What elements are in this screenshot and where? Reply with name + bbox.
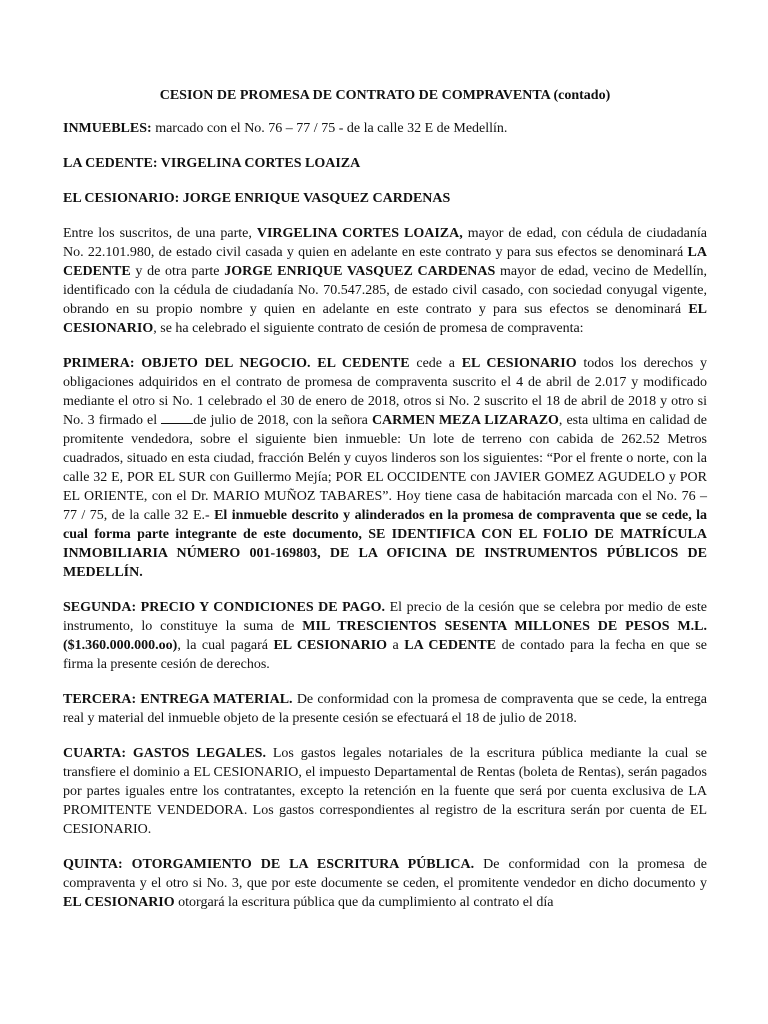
clause-text: de contado para la fecha en que se firma la presente cesión de derechos. [63, 638, 708, 672]
clause-heading: QUINTA: OTORGAMIENTO DE LA ESCRITURA PÚBLICA. [63, 857, 475, 872]
intro-text: Entre los suscritos, de una parte, [63, 226, 257, 241]
clause-bold-text: MIL TRESCIENTOS SESENTA MILLONES DE PESOS M.L. ($1.360.000.000.oo) [63, 619, 707, 653]
document-title: CESION DE PROMESA DE CONTRATO DE COMPRAVENTA (contado) [159, 88, 611, 103]
document-body [63, 86, 707, 928]
clause-bold-text: EL CESIONARIO [63, 895, 175, 910]
inmuebles-line [63, 119, 707, 138]
clause-text: , esta ultima en calidad de promitente vendedora, sobre el siguiente bien inmueble: Un lote de terreno con cabida de 262.52 Metros cuadrados, situado en esta ciudad, fracción Belén y cuyos linderos son los siguientes: “Por el frente o norte, con la calle 32 E, POR EL SUR con Guillermo Mejía; POR EL OCCIDENTE con JAVIER GOMEZ AGUDELO y POR EL ORIENTE, con el Dr. MARIO MUÑOZ TABARES”. Hoy tiene casa de habitación marcada con el No. 76 – 77 / 75, de la calle 32 E.- [63, 413, 708, 523]
intro-paragraph [63, 224, 707, 338]
intro-text: mayor de edad, vecino de Medellín, identificado con la cédula de ciudadanía No. 70.547.285, de estado civil casado, con sociedad conyugal vigente, obrando en su propio nombre y quien en adelante en este contrato y para sus efectos se denominará [63, 264, 708, 317]
clause-text: , la cual pagará [177, 638, 274, 653]
clause-heading: TERCERA: ENTREGA MATERIAL. [63, 692, 293, 707]
clause-heading: CUARTA: GASTOS LEGALES. [63, 746, 266, 761]
clause-primera [63, 354, 707, 582]
intro-text: y de otra parte [130, 264, 225, 279]
clause-tercera [63, 690, 707, 728]
clause-quinta [63, 855, 707, 912]
intro-bold-text: LA CEDENTE [63, 245, 707, 279]
clause-segunda [63, 598, 707, 674]
intro-bold-text: JORGE ENRIQUE VASQUEZ CARDENAS [224, 264, 496, 279]
clause-text: de julio de 2018, con la señora [193, 413, 372, 428]
clause-text: todos los derechos y obligaciones adquiridos en el contrato de promesa de compraventa suscrito el 4 de abril de 2.017 y modificado mediante el otro si No. 1 celebrado el 30 de enero de 2018, otros si No. 2 suscrito el 18 de abril de 2018 y otro si No. 3 firmado el [63, 356, 707, 428]
clause-text: El precio de la cesión que se celebra por medio de este instrumento, lo constituye la suma de [63, 600, 708, 634]
clause-text: De conformidad con la promesa de compraventa y el otro si No. 3, que por este documente se ceden, el promitente vendedor en dicho documento y [63, 857, 707, 891]
clause-text: a [387, 638, 405, 653]
intro-bold-text: EL CESIONARIO [63, 302, 707, 336]
blank-fill-line [161, 411, 193, 424]
inmuebles-text: marcado con el No. 76 – 77 / 75 - de la calle 32 E de Medellín. [151, 121, 508, 136]
cesionario-line: EL CESIONARIO: JORGE ENRIQUE VASQUEZ CARDENAS [63, 191, 451, 206]
clause-heading: SEGUNDA: PRECIO Y CONDICIONES DE PAGO. [63, 600, 386, 615]
clause-heading: PRIMERA: OBJETO DEL NEGOCIO. [63, 356, 311, 371]
cedente-line: LA CEDENTE: VIRGELINA CORTES LOAIZA [63, 156, 361, 171]
clause-bold-text: CARMEN MEZA LIZARAZO [371, 413, 559, 428]
intro-text: mayor de edad, con cédula de ciudadanía No. 22.101.980, de estado civil casada y quien en adelante en este contrato y para sus efectos se denominará [63, 226, 707, 260]
clause-text: Los gastos legales notariales de la escritura pública mediante la cual se transfiere el dominio a EL CESIONARIO, el impuesto Departamental de Rentas (boleta de Rentas), serán pagados por partes iguales entre los contratantes, excepto la retención en la fuente que será por cuenta exclusiva de LA PROMITENTE VENDEDORA. Los gastos correspondientes al registro de la escritura serán por cuenta de EL CESIONARIO. [63, 746, 707, 837]
clause-bold-text: EL CESIONARIO [461, 356, 577, 371]
inmuebles-label: INMUEBLES: [63, 121, 152, 136]
clause-bold-text: El inmueble descrito y alinderados en la promesa de compraventa que se cede, la cual forma parte integrante de este documento, SE IDENTIFICA CON EL FOLIO DE MATRÍCULA INMOBILIARIA NÚMERO 001-169803, DE LA OFICINA DE INSTRUMENTOS PÚBLICOS DE MEDELLÍN. [63, 508, 707, 580]
clause-cuarta [63, 744, 707, 839]
clause-text: cede a [409, 356, 462, 371]
clause-bold-text: EL CEDENTE [317, 356, 410, 371]
intro-text: , se ha celebrado el siguiente contrato de cesión de promesa de compraventa: [153, 321, 584, 336]
clause-bold-text: EL CESIONARIO [273, 638, 388, 653]
clause-text: De conformidad con la promesa de compraventa que se cede, la entrega real y material del inmueble objeto de la presente cesión se efectuará el 18 de julio de 2018. [63, 692, 708, 726]
clause-text: otorgará la escritura pública que da cumplimiento al contrato el día [174, 895, 554, 910]
intro-bold-text: VIRGELINA CORTES LOAIZA, [256, 226, 463, 241]
clause-bold-text: LA CEDENTE [404, 638, 497, 653]
